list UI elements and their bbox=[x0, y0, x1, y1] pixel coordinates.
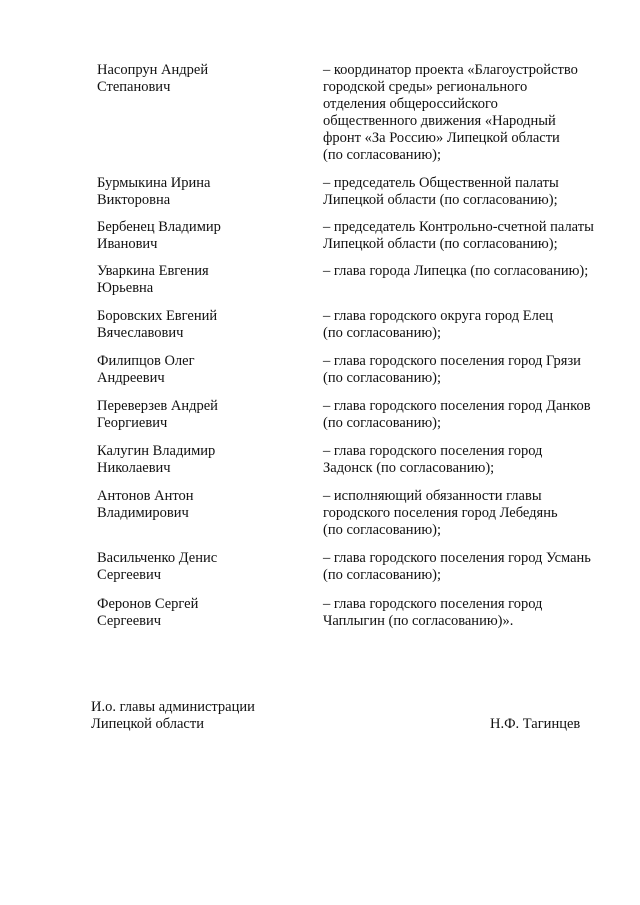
member-role: – глава городского поселения город Усмань (по согласованию); bbox=[323, 550, 591, 583]
member-name: Феронов Сергей Сергеевич bbox=[97, 596, 199, 629]
member-role: – глава городского поселения город Задонск (по согласованию); bbox=[323, 443, 543, 476]
member-name: Калугин Владимир Николаевич bbox=[97, 443, 216, 476]
member-role: – председатель Контрольно-счетной палаты Липецкой области (по согласованию); bbox=[323, 219, 594, 252]
member-role: – глава городского округа город Елец (по согласованию); bbox=[323, 308, 554, 341]
member-role: – глава городского поселения город Чаплыгин (по согласованию)». bbox=[323, 596, 543, 629]
member-name: Бурмыкина Ирина Викторовна bbox=[97, 175, 211, 208]
member-name: Насопрун Андрей Степанович bbox=[97, 62, 209, 95]
signature-position: И.о. главы администрации Липецкой области bbox=[91, 699, 255, 732]
member-name: Уваркина Евгения Юрьевна bbox=[97, 263, 209, 296]
member-name: Переверзев Андрей Георгиевич bbox=[97, 398, 218, 431]
member-role: – координатор проекта «Благоустройство городской среды» регионального отделения общероссийского общественного движения «Народный фронт «За Россию» Липецкой области (по согласованию); bbox=[323, 62, 578, 163]
signature-signer: Н.Ф. Тагинцев bbox=[490, 716, 581, 732]
member-role: – глава города Липецка (по согласованию); bbox=[323, 263, 589, 279]
member-name: Филипцов Олег Андреевич bbox=[97, 353, 195, 386]
member-role: – исполняющий обязанности главы городского поселения город Лебедянь (по согласованию); bbox=[323, 488, 558, 538]
member-name: Васильченко Денис Сергеевич bbox=[97, 550, 218, 583]
member-name: Бербенец Владимир Иванович bbox=[97, 219, 221, 252]
member-name: Боровских Евгений Вячеславович bbox=[97, 308, 218, 341]
member-role: – глава городского поселения город Грязи (по согласованию); bbox=[323, 353, 581, 386]
member-name: Антонов Антон Владимирович bbox=[97, 488, 194, 521]
member-role: – председатель Общественной палаты Липецкой области (по согласованию); bbox=[323, 175, 559, 208]
member-role: – глава городского поселения город Данков (по согласованию); bbox=[323, 398, 591, 431]
